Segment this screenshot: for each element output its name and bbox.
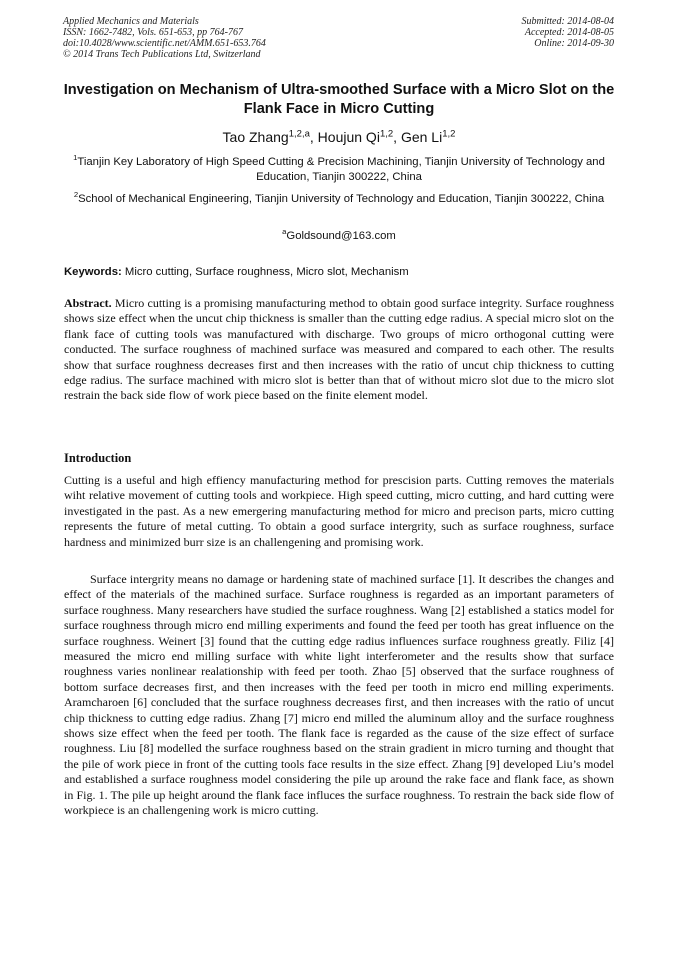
author-separator: , xyxy=(393,129,401,145)
author-email xyxy=(60,229,618,244)
author-affil-mark: 1,2 xyxy=(442,128,456,140)
affiliation-mark: 1 xyxy=(73,153,78,163)
author-name: Houjun Qi xyxy=(317,129,380,145)
affiliation-text: School of Mechanical Engineering, Tianjin University of Technology and Education, Tianjin 300222, China xyxy=(78,193,605,205)
keywords-text: Micro cutting, Surface roughness, Micro slot, Mechanism xyxy=(124,266,409,278)
dates-info xyxy=(522,16,615,49)
author-name: Tao Zhang xyxy=(222,129,289,145)
online-date: Online: 2014-09-30 xyxy=(534,38,614,49)
affiliation-mark: 2 xyxy=(73,190,79,200)
abstract xyxy=(64,296,614,404)
copyright-line: © 2014 Trans Tech Publications Ltd, Switzerland xyxy=(63,49,261,60)
abstract-label: Abstract. xyxy=(64,296,112,310)
keywords xyxy=(64,265,616,279)
section-heading-introduction: Introduction xyxy=(64,451,132,465)
author-affil-mark: 1,2 xyxy=(379,128,394,140)
author-separator: , xyxy=(309,129,318,145)
journal-name: Applied Mechanics and Materials xyxy=(63,16,199,27)
affiliation-text: Tianjin Key Laboratory of High Speed Cutting & Precision Machining, Tianjin University of Technology and Education, Tianjin 300222, China xyxy=(77,156,605,183)
submitted-date: Submitted: 2014-08-04 xyxy=(521,16,614,27)
paper-title: Investigation on Mechanism of Ultra-smoothed Surface with a Micro Slot on the Flank Face in Micro Cutting xyxy=(63,82,615,117)
author-name: Gen Li xyxy=(400,129,443,145)
doi-line: doi:10.4028/www.scientific.net/AMM.651-653.764 xyxy=(63,38,266,49)
affiliation xyxy=(60,192,618,207)
abstract-text: Micro cutting is a promising manufacturing method to obtain good surface integrity. Surface roughness shows size effect when the uncut chip thickness is smaller than the cutting edge radius. A special micro slot on the flank face of cutting tools was manufactured with discharge. Two groups of micro orthogonal cutting were conducted. The surface roughness of machined surface was measured and compared to each other. The results show that surface roughness decreases first and then increases with the ratio of uncut chip thickness to cutting edge radius. The surface machined with micro slot is better than that of without micro slot due to the micro slot restrain the back side flow of work piece based on the finite element model. xyxy=(64,296,615,403)
email-mark: a xyxy=(282,227,287,237)
issn-line: ISSN: 1662-7482, Vols. 651-653, pp 764-767 xyxy=(63,27,243,38)
journal-info xyxy=(63,16,266,60)
keywords-label: Keywords: xyxy=(64,266,122,278)
accepted-date: Accepted: 2014-08-05 xyxy=(524,27,614,38)
introduction-paragraph: Surface intergrity means no damage or hardening state of machined surface [1]. It describes the changes and effect of the materials of the machined surface. Surface roughness is regarded as an important parameters of surface roughness. Many researchers have studied the surface roughness. Wang [2] established a statics model for surface roughness through micro end milling experiments and found the feed per tooth has great influence on the surface roughness. Weinert [3] found that the cutting edge radius influences surface roughness greatly. Filiz [4] measured the micro end milling surface with white light interferometer and the results show that surface roughness varies nonlinear realationship with feed per tooth. Zhao [5] observed that the surface roughness of bottom surface decreases first, and then increases with the feed per tooth in micro end milling experiments. Aramcharoen [6] concluded that the surface roughness decreases first, and then increases with the ratio of uncut chip thickness to cutting edge radius. Zhang [7] micro end milled the aluminum alloy and the surface roughness shows size effect when the feed per tooth. The flank face is regarded as the cause of the size effect of surface roughness. Liu [8] modelled the surface roughness based on the strain gradient in micro turning and thought that the pile of work piece in front of the cutting tools face results in the size effect. Zhang [9] developed Liu’s model and established a surface roughness model considering the pile up around the rake face and flank face, as shown in Fig. 1. The pile up height around the flank face influces the surface roughness. To restrain the back side flow of workpiece is an challengening work is micro cutting. xyxy=(64,572,614,818)
author-list xyxy=(60,128,618,146)
author-affil-mark: 1,2,a xyxy=(288,128,310,140)
introduction-paragraph: Cutting is a useful and high effiency manufacturing method for prescision parts. Cutting removes the materials wiht relative movement of cutting tools and workpiece. High speed cutting, micro cutting, and hard cutting were investigated in the past. As a new emergering manufacturing method for micro and precison parts, micro cutting represents the future of metal cutting. To obtain a good surface intergrity, such as surface roughness, surface hardness and minimized burr size is an challengening and promising work. xyxy=(64,473,614,549)
affiliation xyxy=(60,155,618,185)
email-address: Goldsound@163.com xyxy=(286,230,396,242)
